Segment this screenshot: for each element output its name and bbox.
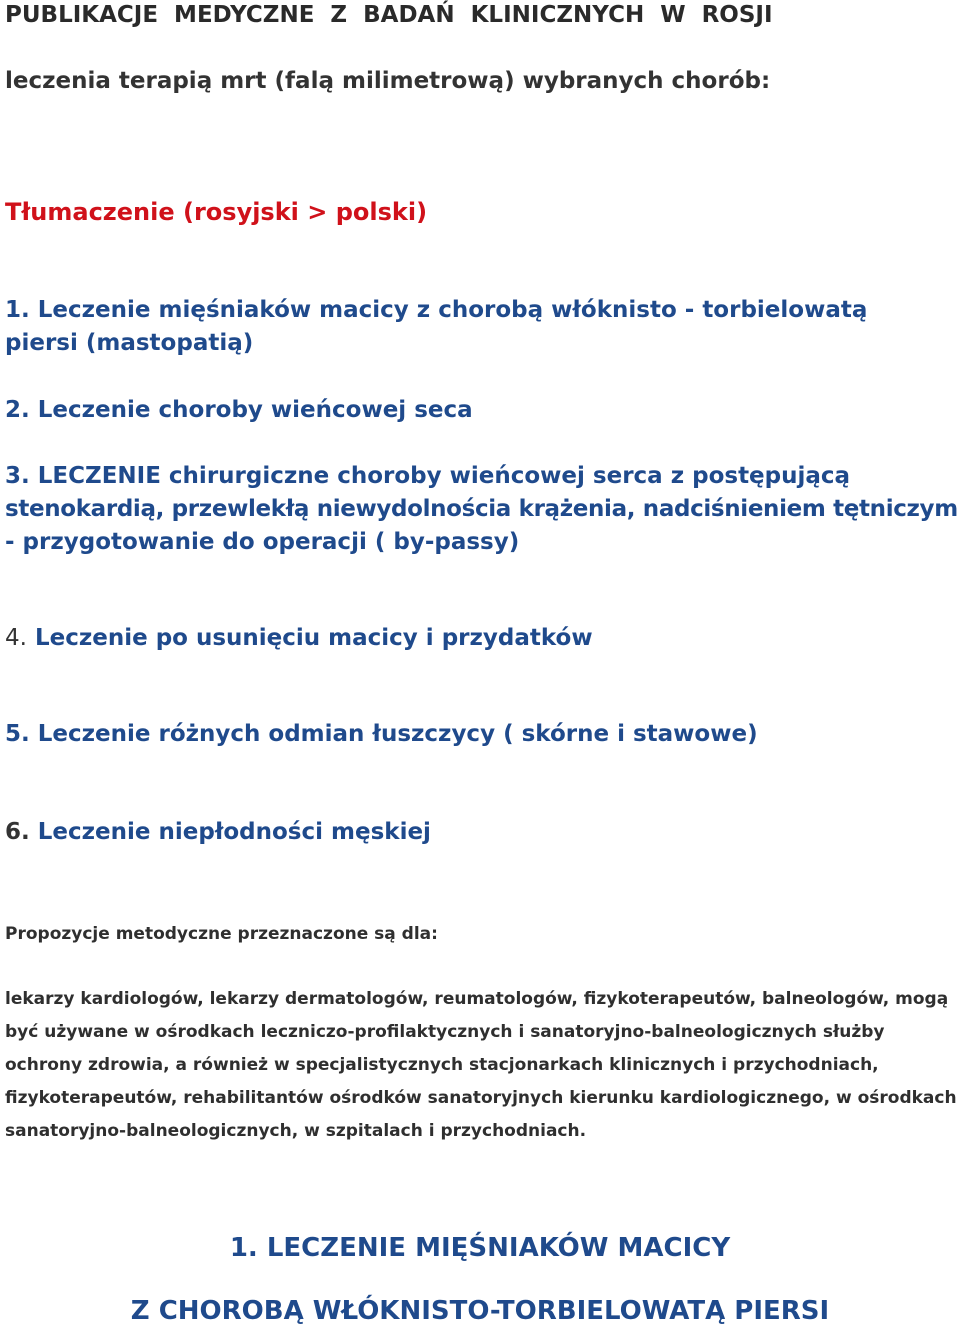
section-heading-line-1: 1. LECZENIE MIĘŚNIAKÓW MACICY: [229, 1233, 731, 1263]
proposals-line: lekarzy kardiologów, lekarzy dermatologów, reumatologów, fizykoterapeutów, balneologów, mogą: [5, 989, 949, 1009]
list-item-text: - przygotowanie do operacji ( by-passy): [5, 529, 520, 555]
list-item-text: Leczenie mięśniaków macicy z chorobą włóknisto - torbielowatą: [37, 297, 868, 323]
list-item-number: 6.: [5, 819, 30, 845]
list-item-text: Leczenie niepłodności męskiej: [37, 819, 431, 845]
proposals-line: być używane w ośrodkach leczniczo-profilaktycznych i sanatoryjno-balneologicznych służby: [5, 1022, 885, 1042]
list-item-text: Leczenie różnych odmian łuszczycy ( skórne i stawowe): [37, 721, 758, 747]
list-item-number: 3.: [5, 463, 30, 489]
list-item-3: [5, 460, 958, 559]
proposals-heading: Propozycje metodyczne przeznaczone są dla:: [5, 924, 438, 944]
list-item-text: piersi (mastopatią): [5, 330, 254, 356]
document-subtitle: leczenia terapią mrt (falą milimetrową) wybranych chorób:: [5, 68, 771, 94]
proposals-line: fizykoterapeutów, rehabilitantów ośrodków sanatoryjnych kierunku kardiologicznego, w ośrodkach: [5, 1088, 957, 1108]
list-item-4: [5, 622, 593, 655]
proposals-paragraph: [5, 983, 957, 1148]
document-header: PUBLIKACJE MEDYCZNE Z BADAŃ KLINICZNYCH W ROSJI: [5, 2, 773, 28]
section-heading-line-2: Z CHOROBĄ WŁÓKNISTO-TORBIELOWATĄ PIERSI: [130, 1296, 830, 1326]
list-item-6: [5, 816, 431, 849]
list-item-number: 5.: [5, 721, 30, 747]
list-item-1: [5, 294, 867, 360]
list-item-text: Leczenie choroby wieńcowej seca: [37, 397, 473, 423]
list-item-text: Leczenie po usunięciu macicy i przydatków: [34, 625, 593, 651]
list-item-5: [5, 718, 758, 751]
proposals-line: sanatoryjno-balneologicznych, w szpitalach i przychodniach.: [5, 1121, 587, 1141]
list-item-text: LECZENIE chirurgiczne choroby wieńcowej serca z postępującą: [37, 463, 851, 489]
proposals-line: ochrony zdrowia, a również w specjalistycznych stacjonarkach klinicznych i przychodniach,: [5, 1055, 879, 1075]
translation-note: Tłumaczenie (rosyjski > polski): [5, 198, 428, 226]
list-item-number: 1.: [5, 297, 30, 323]
list-item-number: 4.: [5, 625, 27, 651]
list-item-text: stenokardią, przewlekłą niewydolnościa krążenia, nadciśnieniem tętniczym: [5, 496, 958, 522]
list-item-2: [5, 394, 473, 427]
list-item-number: 2.: [5, 397, 30, 423]
